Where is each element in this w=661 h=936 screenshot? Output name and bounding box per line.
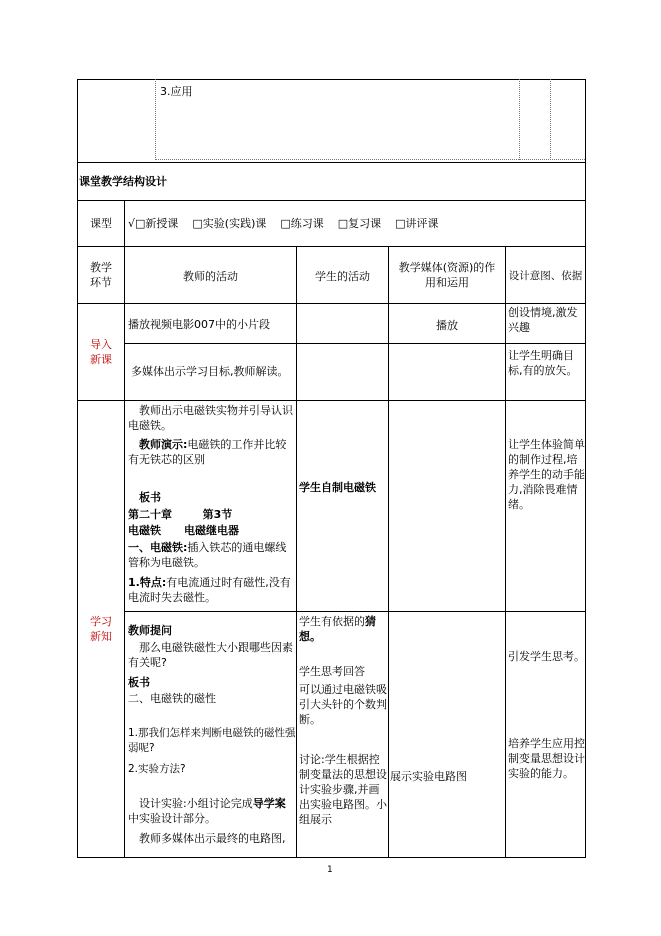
study-b2-student-discuss: 讨论:学生根据控制变量法的思想设计实验步骤,并画出实验电路图。小组展示 — [299, 753, 387, 826]
study-b1-feature — [128, 575, 294, 605]
study-b2-question: 那么电磁铁磁性大小跟哪些因素有关呢? — [128, 641, 293, 669]
intro-row1-bottom — [124, 343, 585, 344]
study-b1-demo — [128, 437, 294, 467]
section-title: 课堂教学结构设计 — [79, 175, 167, 188]
study-b1-sec1-head: 一、电磁铁: — [128, 541, 188, 554]
title-row-bottom — [77, 200, 585, 201]
study-b1-board: 板书 — [139, 491, 161, 504]
study-b2-intent2: 培养学生应用控制变量思想设计实验的能力。 — [508, 737, 585, 780]
study-b2-item1: 1.那我们怎样来判断电磁铁的磁性强弱呢? — [128, 727, 296, 754]
col-teacher-divider — [296, 246, 297, 858]
course-type-options[interactable]: √□新授课 □实验(实践)课 □练习课 □复习课 □讲评课 — [128, 217, 439, 230]
col-step-divider — [124, 246, 125, 858]
study-b1-demo-label: 教师演示: — [139, 438, 188, 451]
top-col-divider-2 — [519, 79, 520, 160]
study-b2-ask: 教师提问 — [128, 624, 172, 637]
intro-row1-media: 播放 — [436, 319, 458, 332]
header-teacher: 教师的活动 — [183, 270, 238, 283]
study-b1-sec1 — [128, 540, 294, 570]
table-border-left — [77, 79, 78, 858]
study-b1-feature-text: 有电流通过时有磁性,没有电流时失去磁性。 — [128, 576, 291, 604]
study-b2-student-think: 学生思考回答 — [299, 665, 365, 678]
title-row-top — [77, 162, 585, 163]
col-media-divider — [505, 246, 506, 858]
intro-row1-teacher: 播放视频电影007中的小片段 — [128, 318, 270, 331]
header-intent: 设计意图、依据 — [508, 270, 583, 282]
table-border-top — [77, 79, 585, 80]
intro-row1-intent: 创设情境,激发兴趣 — [508, 306, 578, 334]
top-col-divider-3 — [550, 79, 551, 160]
course-type-row-bottom — [77, 246, 585, 247]
header-media: 教学媒体(资源)的作用和运用 — [398, 261, 496, 289]
study-b2-show: 教师多媒体出示最终的电路图, — [139, 832, 286, 845]
study-b2-student-answer: 可以通过电磁铁吸引大头针的个数判断。 — [299, 683, 387, 726]
study-b1-sec1-text: 插入铁芯的通电螺线管称为电磁铁。 — [128, 541, 287, 569]
table-border-bottom — [77, 857, 585, 858]
study-b2-sec2: 二、电磁铁的磁性 — [128, 692, 216, 705]
study-b2-item2: 2.实验方法? — [128, 763, 186, 775]
course-type-label: 课型 — [90, 217, 112, 230]
study-label: 学习新知 — [90, 615, 112, 643]
study-b2-design-post: 中实验设计部分。 — [128, 812, 216, 825]
header-student: 学生的活动 — [315, 270, 370, 283]
top-row-item: 3.应用 — [160, 85, 193, 98]
study-b2-media: 展示实验电路图 — [390, 770, 467, 783]
study-b2-student-guess-pre: 学生有依据的 — [299, 615, 365, 628]
top-row-bottom-dotted — [155, 159, 585, 160]
intro-label: 导入新课 — [90, 338, 112, 366]
course-type-divider — [124, 200, 125, 246]
header-step: 教学环节 — [90, 261, 112, 289]
study-b1-p1: 教师出示电磁铁实物并引导认识电磁铁。 — [128, 404, 293, 432]
page-number: 1 — [327, 865, 333, 875]
header-row-bottom — [77, 303, 585, 304]
intro-row2-bottom — [77, 400, 585, 401]
top-col-divider-1 — [155, 79, 156, 160]
study-b1-intent: 让学生体验简单的制作过程,培养学生的动手能力,消除畏难情绪。 — [508, 438, 585, 511]
intro-row2-intent: 让学生明确目标,有的放矢。 — [508, 349, 578, 377]
study-b2-student-guess-bold: 猜想。 — [299, 615, 376, 643]
study-b1-titles: 电磁铁 电磁继电器 — [128, 524, 239, 537]
study-b2-board: 板书 — [128, 676, 150, 689]
study-b2-design — [128, 796, 296, 826]
study-block1-bottom — [124, 611, 585, 612]
study-b2-design-bold: 导学案 — [252, 797, 286, 810]
study-b2-intent1: 引发学生思考。 — [508, 650, 585, 663]
study-b1-demo-text: 电磁铁的工作并比较有无铁芯的区别 — [128, 438, 287, 466]
study-b1-student: 学生自制电磁铁 — [299, 481, 376, 494]
study-b2-student-guess — [299, 614, 387, 644]
intro-row2-teacher: 多媒体出示学习目标,教师解读。 — [131, 365, 289, 378]
study-b1-chapter: 第二十章 第3节 — [128, 508, 233, 521]
study-b2-design-pre: 设计实验:小组讨论完成 — [139, 797, 253, 810]
study-b1-feature-head: 1.特点: — [128, 576, 167, 589]
table-border-right — [585, 79, 586, 858]
